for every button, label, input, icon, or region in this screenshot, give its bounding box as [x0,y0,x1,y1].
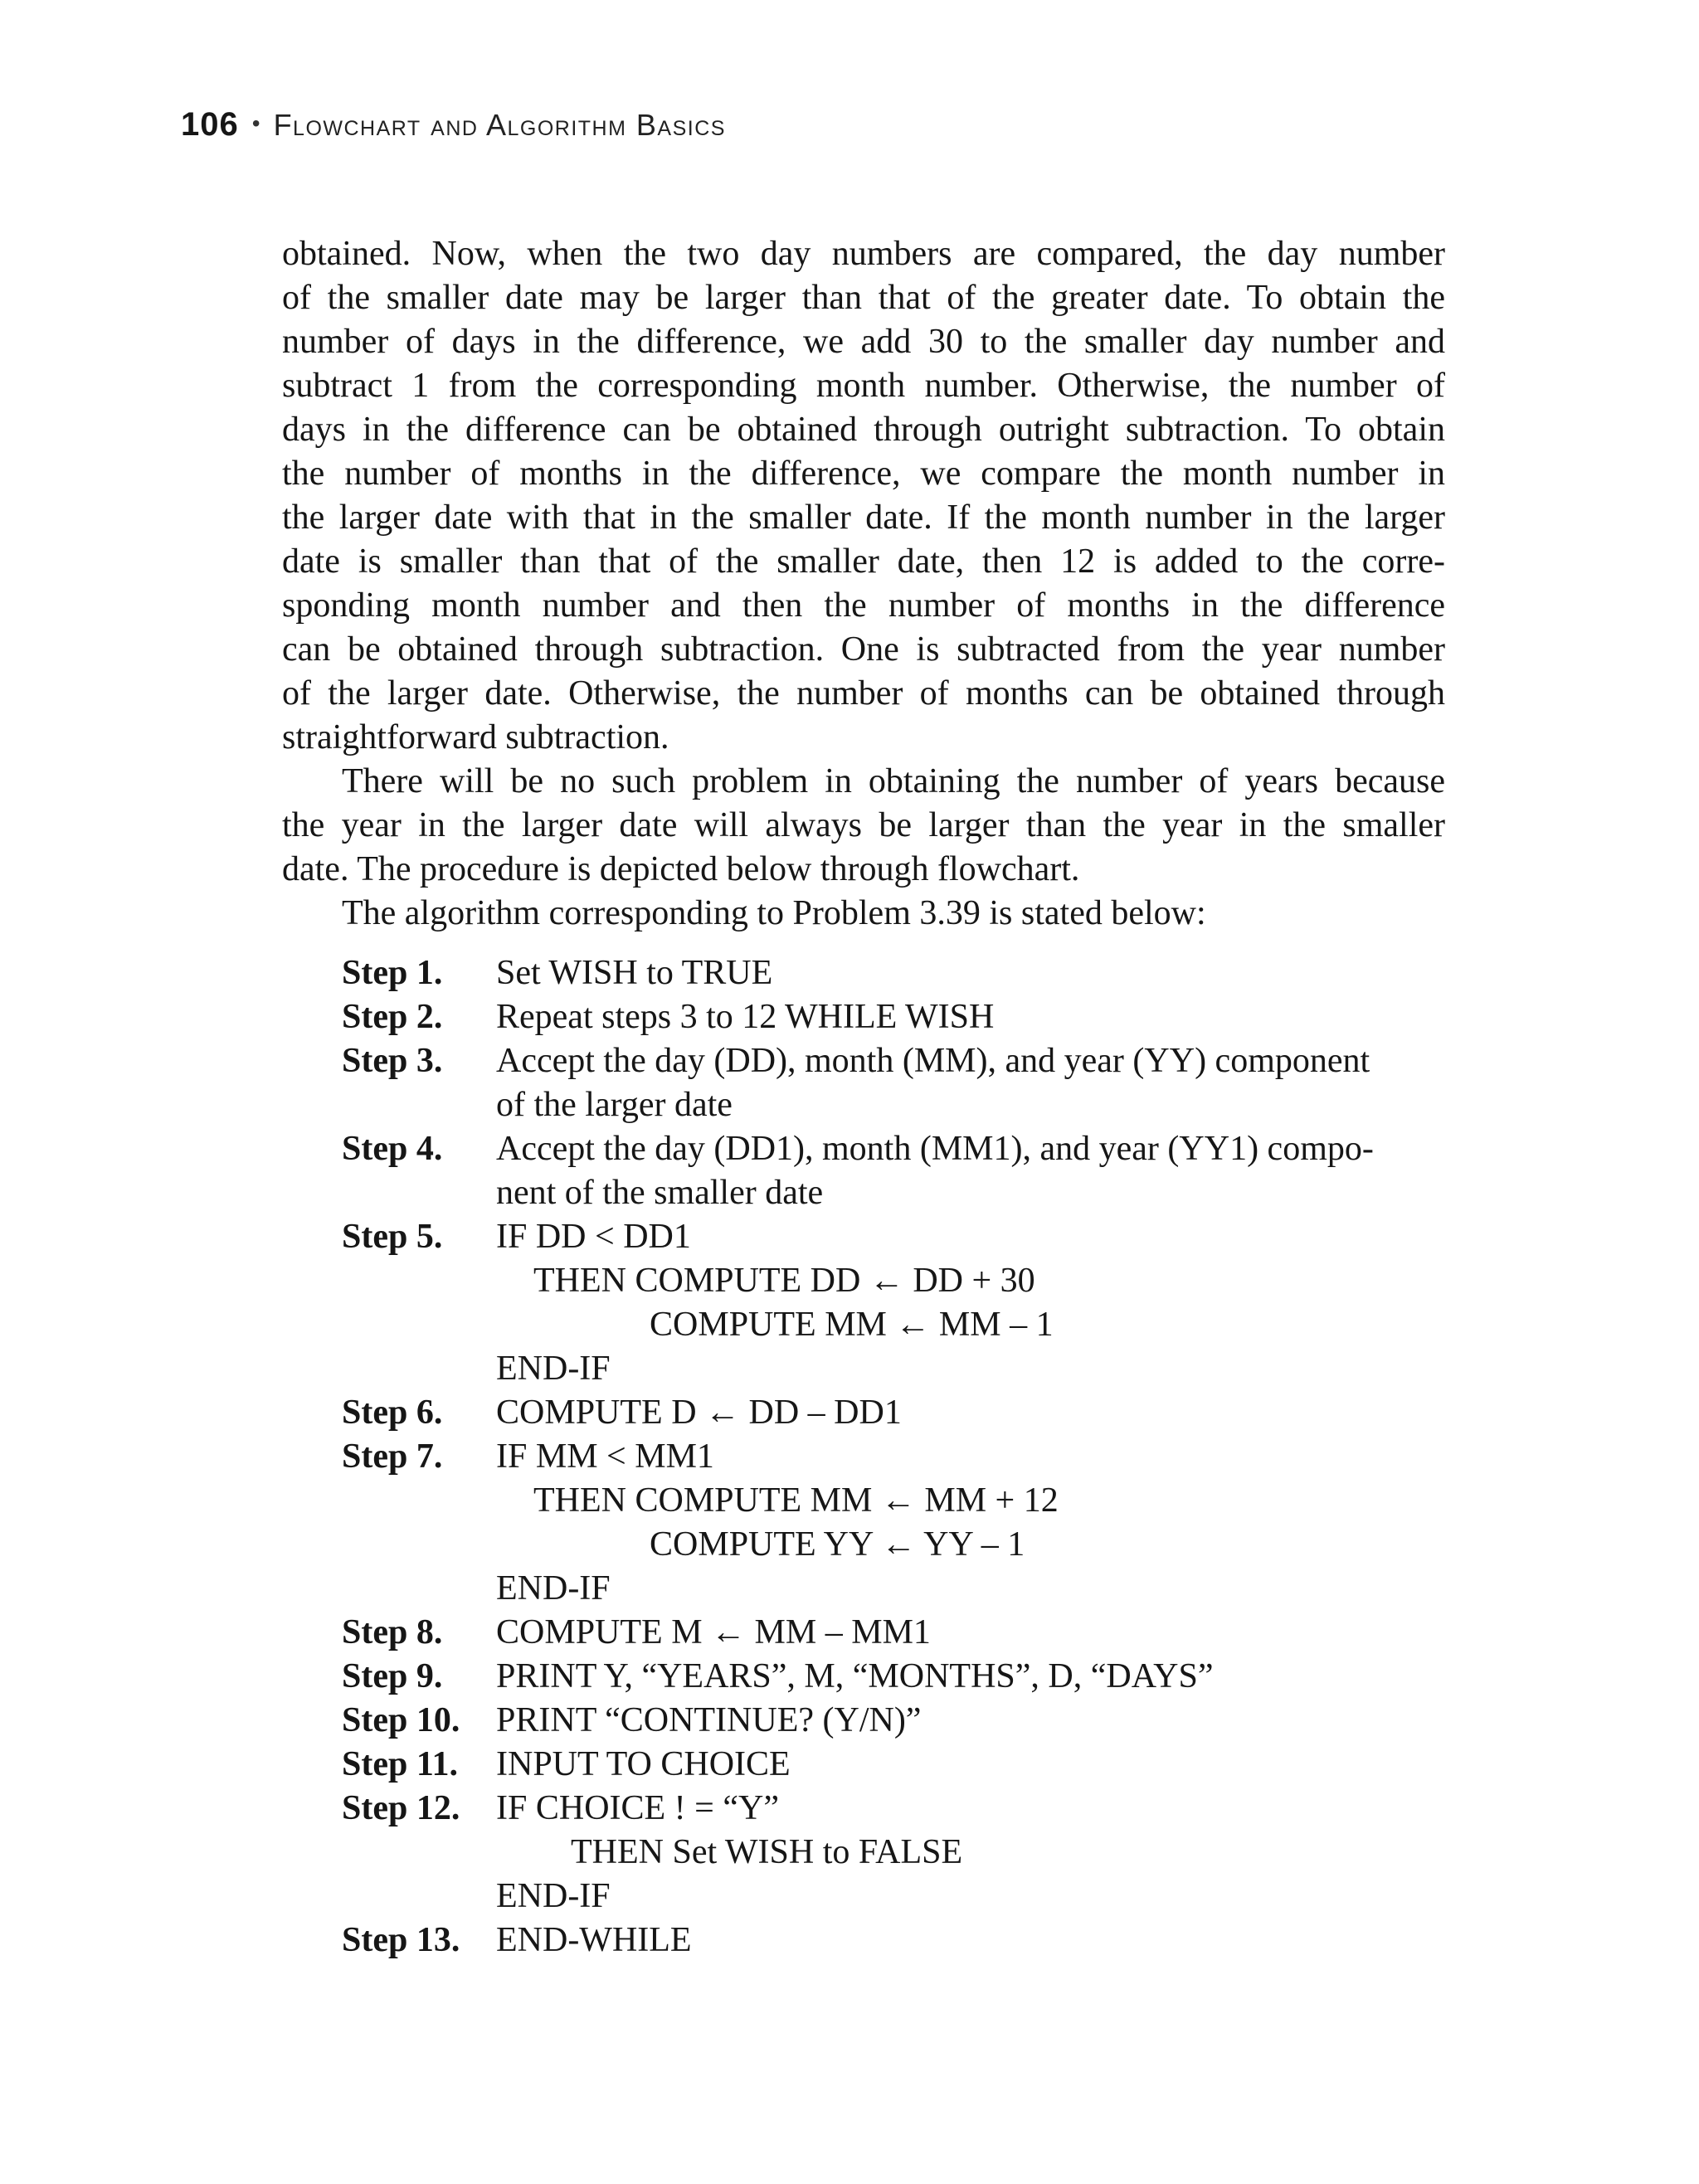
step-text: COMPUTE M ← MM – MM1 [496,1613,931,1651]
step-label: Step 9. [342,1657,443,1695]
algorithm-step [342,1611,1445,1655]
step-label: Step 10. [342,1701,460,1739]
algorithm-step [342,1039,1445,1083]
algorithm-step [342,995,1445,1039]
step-label: Step 1. [342,954,443,992]
running-header [181,106,726,156]
running-title: Flowchart and Algorithm Basics [273,108,726,142]
algorithm-step [342,1215,1445,1259]
algorithm-step [342,1743,1445,1787]
step-text: INPUT TO CHOICE [496,1745,791,1783]
step-text: Set WISH to TRUE [496,954,773,992]
algorithm-step [342,1919,1445,1963]
algorithm-step [342,1699,1445,1743]
step-continuation: nent of the smaller date [496,1174,824,1212]
text-line: of the smaller date may be larger than that of the greater date. To obtain the [282,279,1445,317]
step-label: Step 5. [342,1218,443,1256]
text-line: of the larger date. Otherwise, the number of months can be obtained through [282,674,1445,713]
step-label: Step 2. [342,998,443,1036]
paragraph-1 [282,232,1445,760]
step-text: IF MM < MM1 [496,1437,714,1476]
text-line: date is smaller than that of the smaller date, then 12 is added to the corre- [282,542,1445,581]
step-label: Step 7. [342,1437,443,1476]
step-text: IF CHOICE ! = “Y” [496,1789,779,1827]
then-clause: THEN COMPUTE DD ← DD + 30 [533,1262,1035,1300]
then-clause: THEN COMPUTE MM ← MM + 12 [533,1481,1059,1520]
then-clause: THEN Set WISH to FALSE [571,1833,963,1871]
step-label: Step 8. [342,1613,443,1651]
step-label: Step 12. [342,1789,460,1827]
step-text: Accept the day (DD), month (MM), and year (YY) component [496,1042,1370,1080]
text-line: obtained. Now, when the two day numbers are compared, the day number [282,235,1445,273]
text-line: date. The procedure is depicted below through flowchart. [282,850,1080,888]
paragraph-3 [282,892,1445,936]
text-line: the larger date with that in the smaller date. If the month number in the larger [282,499,1445,537]
step-text: IF DD < DD1 [496,1218,691,1256]
step-label: Step 4. [342,1130,443,1168]
paragraph-2 [282,760,1445,892]
step-text: COMPUTE D ← DD – DD1 [496,1394,902,1432]
header-separator: • [251,110,260,136]
step-continuation [342,1303,1445,1347]
step-continuation [342,1259,1445,1303]
step-continuation [342,1479,1445,1523]
text-line: the year in the larger date will always be larger than the year in the smaller [282,806,1445,844]
text-line: sponding month number and then the number of months in the difference [282,586,1445,625]
algorithm-step [342,1391,1445,1435]
page-number: 106 [181,106,239,143]
text-line: subtract 1 from the corresponding month number. Otherwise, the number of [282,367,1445,405]
step-label: Step 11. [342,1745,459,1783]
algorithm-step [342,1655,1445,1699]
then-clause: COMPUTE MM ← MM – 1 [650,1306,1054,1344]
step-label: Step 3. [342,1042,443,1080]
step-text: Repeat steps 3 to 12 WHILE WISH [496,998,995,1036]
step-continuation [342,1523,1445,1567]
then-clause: COMPUTE YY ← YY – 1 [650,1525,1025,1564]
text-line: The algorithm corresponding to Problem 3.39 is stated below: [342,894,1206,932]
text-line: There will be no such problem in obtaining the number of years because [342,762,1445,800]
body-text [282,232,1445,936]
end-if: END-IF [496,1350,611,1388]
step-text: PRINT Y, “YEARS”, M, “MONTHS”, D, “DAYS” [496,1657,1214,1695]
algorithm-step [342,1435,1445,1479]
step-text: Accept the day (DD1), month (MM1), and year (YY1) compo- [496,1130,1374,1168]
text-line: days in the difference can be obtained through outright subtraction. To obtain [282,411,1445,449]
algorithm-step [342,1127,1445,1171]
step-continuation: of the larger date [496,1086,733,1124]
step-label: Step 13. [342,1921,460,1959]
text-line: the number of months in the difference, we compare the month number in [282,455,1445,493]
algorithm-steps [342,951,1445,1963]
end-if: END-IF [496,1569,611,1608]
algorithm-step [342,1787,1445,1831]
text-line: number of days in the difference, we add 30 to the smaller day number and [282,323,1445,361]
step-continuation [342,1831,1445,1875]
end-if: END-IF [496,1877,611,1915]
step-label: Step 6. [342,1394,443,1432]
step-text: PRINT “CONTINUE? (Y/N)” [496,1701,922,1739]
text-line: can be obtained through subtraction. One is subtracted from the year number [282,630,1445,669]
algorithm-step [342,951,1445,995]
text-line: straightforward subtraction. [282,718,669,756]
step-text: END-WHILE [496,1921,692,1959]
